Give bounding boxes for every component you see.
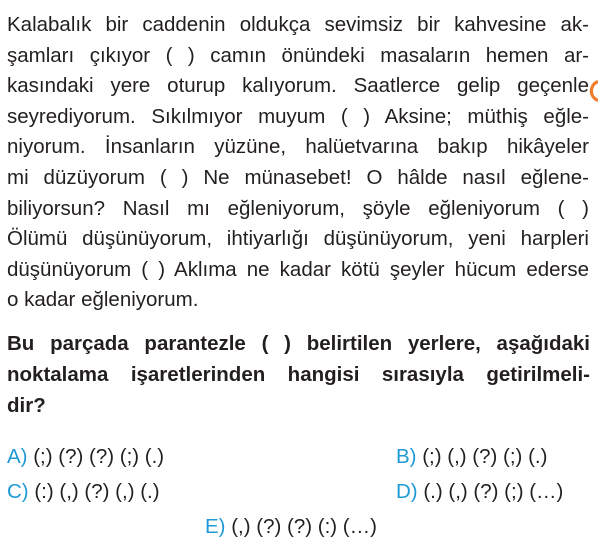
option-letter: D) (396, 480, 418, 503)
question-line: noktalama işaretlerinden hangisi sırasıyla getirilmeli- (7, 363, 590, 386)
option-letter: A) (7, 445, 28, 468)
question-line: Bu parçada parantezle ( ) belirtilen yerlere, aşağıdaki (7, 332, 590, 355)
passage-line: o kadar eğleniyorum. (7, 288, 199, 312)
option-text: (.) (,) (?) (;) (…) (417, 480, 564, 503)
passage-line: niyorum. İnsanların yüzüne, halüetvarına bakıp hikâyeler (7, 135, 589, 159)
passage-line: mi düzüyorum ( ) Ne münasebet! O hâlde nasıl eğlene- (7, 165, 589, 189)
option-a[interactable] (7, 444, 164, 470)
option-c[interactable] (7, 479, 160, 505)
option-letter: E) (205, 515, 226, 538)
passage-line: kasındaki yere oturup kalıyorum. Saatlerce gelip geçenle (7, 74, 589, 98)
option-text: (;) (?) (?) (;) (.) (27, 445, 165, 468)
passage-line: Ölümü düşünüyorum, ihtiyarlığı düşünüyorum, yeni harpleri (7, 227, 589, 251)
question-stem (7, 328, 590, 421)
orange-arc-icon (582, 76, 598, 106)
passage-line: şamları çıkıyor ( ) camın önündeki masaların hemen ar- (7, 43, 589, 67)
option-e[interactable] (205, 514, 377, 540)
reading-passage (7, 10, 589, 316)
passage-line: biliyorsun? Nasıl mı eğleniyorum, şöyle eğleniyorum ( ) (7, 196, 589, 220)
passage-line: düşünüyorum ( ) Aklıma ne kadar kötü şeyler hücum ederse (7, 257, 589, 281)
passage-line: Kalabalık bir caddenin oldukça sevimsiz bir kahvesine ak- (7, 13, 589, 36)
option-b[interactable] (396, 444, 547, 470)
question-line: dir? (7, 394, 46, 417)
option-text: (,) (?) (?) (:) (…) (225, 515, 377, 538)
option-letter: C) (7, 480, 29, 503)
option-d[interactable] (396, 479, 563, 505)
option-text: (;) (,) (?) (;) (.) (416, 445, 548, 468)
option-text: (:) (,) (?) (,) (.) (28, 480, 160, 503)
passage-line: seyrediyorum. Sıkılmıyor muyum ( ) Aksine; müthiş eğle- (7, 104, 589, 128)
option-letter: B) (396, 445, 417, 468)
